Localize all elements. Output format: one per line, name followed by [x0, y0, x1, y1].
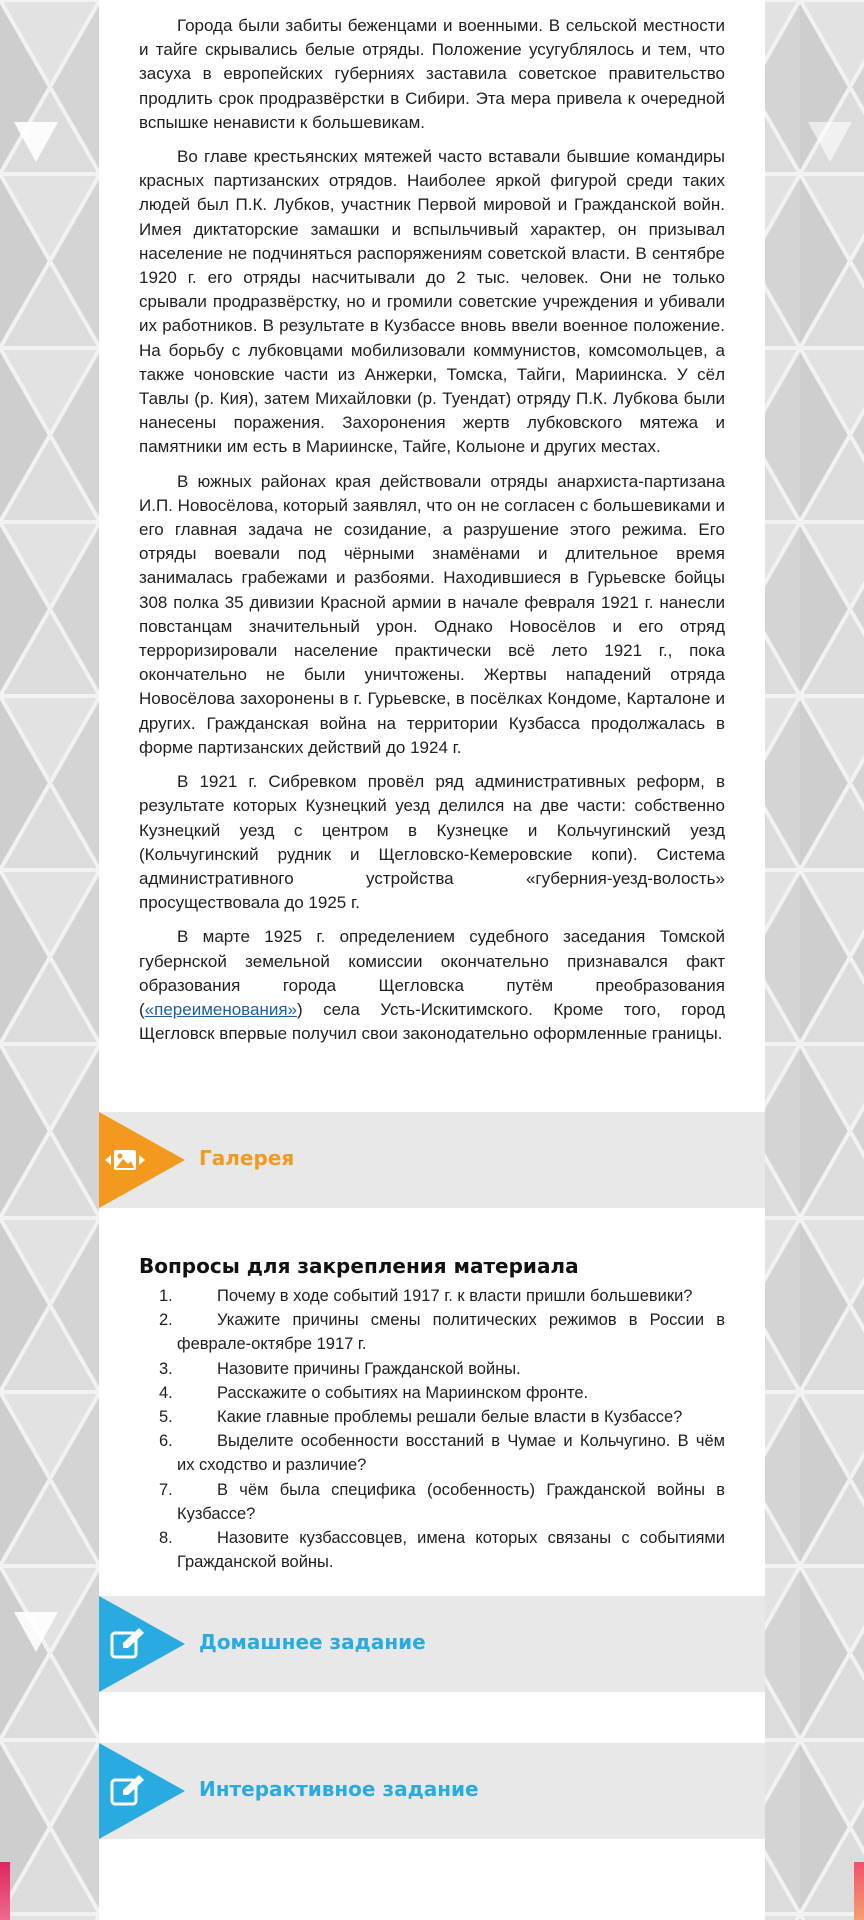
- paragraph-4: В 1921 г. Сибревком провёл ряд административных реформ, в результате которых Кузнецкий уезд делился на две части: собственно Кузнецкий уезд с центром в Кузнецке и Кольчугинский уезд (Кольчугинский рудник и Щегловско-Кемеровские копи). Система административного устройства «губерния-уезд-волость» просуществовала до 1925 г.: [139, 772, 725, 913]
- question-number: 7.: [159, 1480, 173, 1499]
- question-text: Укажите причины смены политических режимов в России в феврале-октябре 1917 г.: [177, 1311, 725, 1354]
- gallery-label: Галерея: [199, 1146, 295, 1170]
- left-edge-mark: [0, 1862, 10, 1920]
- question-text: Почему в ходе событий 1917 г. к власти пришли большевики?: [217, 1287, 693, 1305]
- question-item: [139, 1478, 725, 1526]
- edit-icon: [109, 1773, 147, 1814]
- question-text: В чём была специфика (особенность) Гражданской войны в Кузбассе?: [177, 1480, 725, 1523]
- question-text: Какие главные проблемы решали белые власти в Кузбассе?: [217, 1408, 683, 1427]
- question-number: 4.: [159, 1383, 173, 1402]
- question-item: [139, 1429, 725, 1477]
- interactive-label: Интерактивное задание: [199, 1777, 479, 1801]
- edit-icon: [109, 1626, 147, 1667]
- question-number: 1.: [159, 1287, 173, 1305]
- question-item: [139, 1405, 725, 1429]
- article-body: [139, 0, 725, 1056]
- question-item: [139, 1284, 725, 1308]
- paragraph-3: В южных районах края действовали отряды анархиста-партизана И.П. Новосёлова, который заявлял, что он не согласен с большевиками и его главная задача не созидание, а разрушение этого режима. Его отряды воевали под чёрными знамёнами и длительное время занималась грабежами и разбоями. Находившиеся в Гурьевске бойцы 308 полка 35 дивизии Красной армии в начале февраля 1921 г. нанесли повстанцам значительный урон. Однако Новосёлов и его отряд терроризировали население практически всё лето 1921 г., пока окончательно не были уничтожены. Жертвы нападений отряда Новосёлова захоронены в г. Гурьевске, в посёлках Кондоме, Карталоне и других. Гражданская война на территории Кузбасса продолжалась в форме партизанских действий до 1924 г.: [139, 471, 725, 757]
- questions-list: [139, 1284, 725, 1574]
- question-number: 6.: [159, 1432, 173, 1451]
- homework-section[interactable]: [99, 1596, 765, 1692]
- review-questions: [139, 1254, 725, 1574]
- paragraph-5-start: В марте 1925 г. определением судебного заседания Томской губернской земельной комиссии окончательно признавался факт образования города Щегловска путём преобразования (: [139, 927, 725, 1019]
- paragraph-5-end: ) села Усть-Искитимского. Кроме того, город Щегловск впервые получил свои законодательно оформленные границы.: [139, 999, 725, 1044]
- gallery-section[interactable]: [99, 1112, 765, 1208]
- question-item: [139, 1381, 725, 1405]
- homework-label: Домашнее задание: [199, 1630, 426, 1654]
- questions-title: Вопросы для закрепления материала: [139, 1254, 579, 1278]
- paragraph-2: Во главе крестьянских мятежей часто вставали бывшие командиры красных партизанских отрядов. Наиболее яркой фигурой среди таких людей был П.К. Лубков, участник Первой мировой и Гражданской войн. Имея диктаторские замашки и вспыльчивый характер, он призывал население не подчиняться распоряжениям советской власти. В сентябре 1920 г. его отряды насчитывали до 2 тыс. человек. Они не только срывали продразвёрстку, но и громили советские учреждения и убивали их работников. В результате в Кузбассе вновь ввели военное положение. На борьбу с лубковцами мобилизовали коммунистов, комсомольцев, а также чоновские части из Анжерки, Томска, Тайги, Мариинска. У сёл Тавлы (р. Кия), затем Михайловки (р. Туендат) отряду П.К. Лубкова были нанесены поражения. Захоронения жертв лубковского мятежа и памятники им есть в Мариинске, Тайге, Колыоне и других местах.: [139, 147, 725, 457]
- question-number: 2.: [159, 1311, 173, 1330]
- question-item: [139, 1526, 725, 1574]
- question-number: 5.: [159, 1408, 173, 1427]
- question-number: 8.: [159, 1529, 173, 1548]
- question-text: Назовите причины Гражданской войны.: [217, 1359, 521, 1378]
- question-text: Расскажите о событиях на Мариинском фронте.: [217, 1383, 589, 1402]
- paragraph-5: [139, 925, 725, 1046]
- question-item: [139, 1308, 725, 1356]
- question-text: Назовите кузбассовцев, имена которых связаны с событиями Гражданской войны.: [177, 1529, 725, 1572]
- interactive-section[interactable]: [99, 1743, 765, 1839]
- question-item: [139, 1357, 725, 1381]
- image-gallery-icon: [103, 1146, 147, 1179]
- question-number: 3.: [159, 1359, 173, 1378]
- paragraph-1: Города были забиты беженцами и военными. В сельской местности и тайге скрывались белые отряды. Положение усугублялось и тем, что засуха в европейских губерниях заставила советское правительство продлить срок продразвёрстки в Сибири. Эта мера привела к очередной вспышке ненависти к большевикам.: [139, 16, 725, 132]
- right-edge-mark: [854, 1862, 864, 1920]
- question-text: Выделите особенности восстаний в Чумае и Кольчугино. В чём их сходство и различие?: [177, 1432, 725, 1475]
- renaming-link[interactable]: «переименования»: [144, 999, 298, 1019]
